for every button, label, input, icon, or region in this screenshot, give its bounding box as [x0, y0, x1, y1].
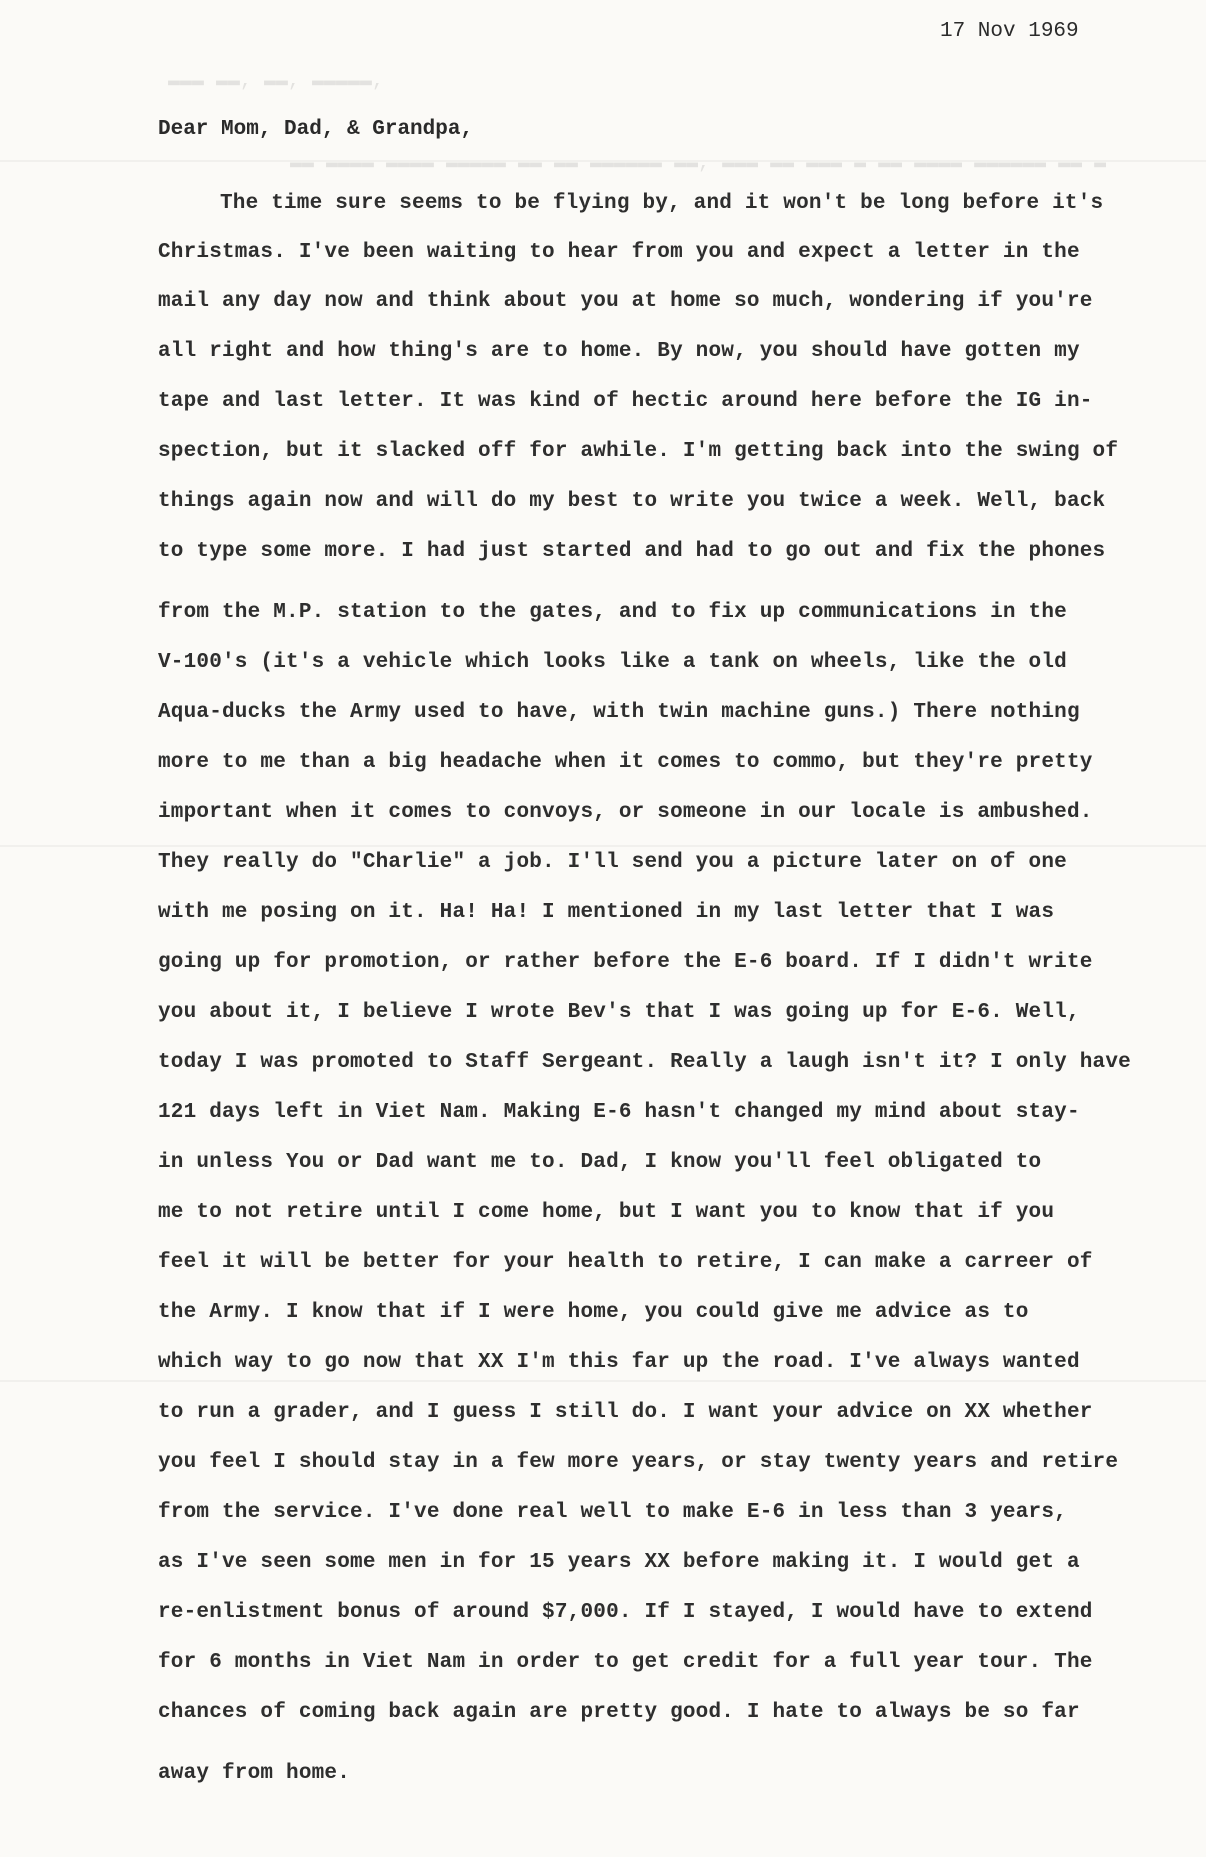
letter-line: going up for promotion, or rather before the E-6 board. If I didn't write [158, 951, 1093, 974]
letter-line: re-enlistment bonus of around $7,000. If I stayed, I would have to extend [158, 1601, 1093, 1624]
letter-line: to type some more. I had just started and had to go out and fix the phones [158, 540, 1106, 563]
letter-line: all right and how thing's are to home. By now, you should have gotten my [158, 340, 1080, 363]
letter-line: today I was promoted to Staff Sergeant. Really a laugh isn't it? I only have [158, 1051, 1131, 1074]
letter-line: for 6 months in Viet Nam in order to get credit for a full year tour. The [158, 1651, 1093, 1674]
letter-date: 17 Nov 1969 [940, 20, 1079, 43]
letter-line: Aqua-ducks the Army used to have, with twin machine guns.) There nothing [158, 701, 1080, 724]
letter-line: as I've seen some men in for 15 years XX before making it. I would get a [158, 1551, 1080, 1574]
letter-line: the Army. I know that if I were home, you could give me advice as to [158, 1301, 1029, 1324]
letter-line: you about it, I believe I wrote Bev's that I was going up for E-6. Well, [158, 1001, 1080, 1024]
letter-line: They really do "Charlie" a job. I'll send you a picture later on of one [158, 851, 1067, 874]
letter-line: me to not retire until I come home, but I want you to know that if you [158, 1201, 1055, 1224]
paper-crease [0, 845, 1206, 847]
letter-line: V-100's (it's a vehicle which looks like a tank on wheels, like the old [158, 651, 1067, 674]
paper-crease [0, 1380, 1206, 1382]
letter-line: which way to go now that XX I'm this far up the road. I've always wanted [158, 1351, 1080, 1374]
letter-line: spection, but it slacked off for awhile. I'm getting back into the swing of [158, 440, 1119, 463]
letter-line: mail any day now and think about you at home so much, wondering if you're [158, 290, 1093, 313]
letter-line: in unless You or Dad want me to. Dad, I know you'll feel obligated to [158, 1151, 1042, 1174]
letter-line: from the service. I've done real well to make E-6 in less than 3 years, [158, 1501, 1067, 1524]
letter-line: The time sure seems to be flying by, and it won't be long before it's [220, 192, 1104, 215]
letter-line: to run a grader, and I guess I still do. I want your advice on XX whether [158, 1401, 1093, 1424]
bleed-through-text: ▬▬ ▬▬▬▬ ▬▬▬▬ ▬▬▬▬▬ ▬▬ ▬▬ ▬▬▬▬▬▬ ▬▬, ▬▬▬ ▬▬ ▬▬▬ ▬ ▬▬ ▬▬▬▬ ▬▬▬▬▬▬ ▬▬ ▬ [290, 152, 1107, 175]
letter-line: chances of coming back again are pretty good. I hate to always be so far [158, 1701, 1080, 1724]
letter-line: important when it comes to convoys, or someone in our locale is ambushed. [158, 801, 1093, 824]
letter-line: away from home. [158, 1762, 351, 1785]
letter-line: Christmas. I've been waiting to hear from you and expect a letter in the [158, 241, 1080, 264]
letter-line: from the M.P. station to the gates, and to fix up communications in the [158, 601, 1067, 624]
letter-line: more to me than a big headache when it comes to commo, but they're pretty [158, 751, 1093, 774]
letter-salutation: Dear Mom, Dad, & Grandpa, [158, 118, 474, 141]
letter-line: feel it will be better for your health to retire, I can make a carreer of [158, 1251, 1093, 1274]
letter-line: you feel I should stay in a few more years, or stay twenty years and retire [158, 1451, 1119, 1474]
letter-line: with me posing on it. Ha! Ha! I mentioned in my last letter that I was [158, 901, 1055, 924]
bleed-through-text: ▬▬▬ ▬▬, ▬▬, ▬▬▬▬▬, [168, 70, 385, 93]
letter-line: 121 days left in Viet Nam. Making E-6 hasn't changed my mind about stay- [158, 1101, 1080, 1124]
letter-line: things again now and will do my best to write you twice a week. Well, back [158, 490, 1106, 513]
letter-line: tape and last letter. It was kind of hectic around here before the IG in- [158, 390, 1093, 413]
